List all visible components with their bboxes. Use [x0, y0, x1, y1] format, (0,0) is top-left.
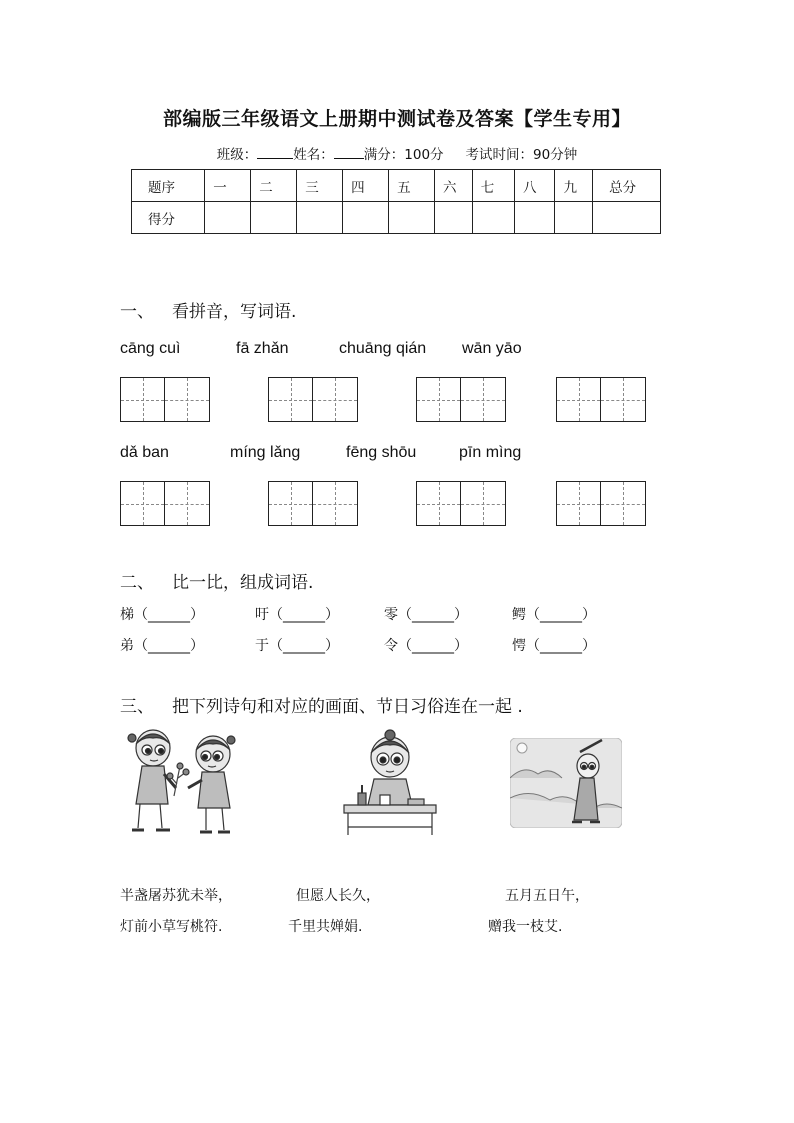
poem-line[interactable]: 五月五日午， [505, 888, 589, 904]
score-header-cell: 一 [205, 170, 251, 202]
score-table [131, 169, 661, 234]
exam-time-label: 考试时间：90分钟 [465, 147, 578, 163]
class-label: 班级： [216, 147, 258, 163]
section3-title: 把下列诗句和对应的画面、节日习俗连在一起 . [172, 697, 523, 717]
writing-grid[interactable] [120, 377, 210, 422]
writing-grid[interactable] [268, 481, 358, 526]
score-cell[interactable] [251, 202, 297, 234]
score-cell[interactable] [472, 202, 514, 234]
exam-info-line [0, 143, 794, 163]
poem-line[interactable]: 千里共婵娟. [288, 919, 363, 935]
full-score-label: 满分：100分 [363, 147, 444, 163]
writing-grid[interactable] [268, 377, 358, 422]
score-table-score-row [132, 202, 661, 234]
pinyin-item: chuāng qián [339, 340, 427, 357]
writing-grid[interactable] [556, 377, 646, 422]
page-title: 部编版三年级语文上册期中测试卷及答案【学生专用】 [162, 108, 631, 130]
score-cell[interactable] [555, 202, 593, 234]
child-writing-at-desk-illustration[interactable] [340, 729, 440, 837]
writing-grid[interactable] [120, 481, 210, 526]
score-header-cell: 八 [515, 170, 555, 202]
score-header-cell: 题序 [132, 170, 205, 202]
score-cell[interactable] [297, 202, 343, 234]
section3-number: 三、 [120, 697, 154, 717]
name-label: 姓名： [293, 147, 334, 163]
word-pair-item[interactable]: 零（______） [384, 607, 468, 623]
score-header-cell: 二 [251, 170, 297, 202]
section3-heading [120, 692, 523, 717]
section2-title: 比一比，组成词语. [172, 573, 314, 593]
score-cell[interactable] [389, 202, 435, 234]
word-pair-item[interactable]: 梯（______） [120, 607, 204, 623]
name-blank[interactable] [334, 146, 364, 159]
class-blank[interactable] [257, 146, 293, 159]
two-children-illustration[interactable] [118, 726, 253, 838]
score-cell[interactable] [435, 202, 473, 234]
score-row-label: 得分 [132, 202, 205, 234]
score-header-cell: 七 [472, 170, 514, 202]
poem-line[interactable]: 但愿人长久， [296, 888, 380, 904]
score-cell[interactable] [205, 202, 251, 234]
section2-heading [120, 568, 313, 593]
score-header-cell: 九 [555, 170, 593, 202]
poem-line[interactable]: 赠我一枝艾. [488, 919, 563, 935]
section1-heading [120, 297, 296, 322]
section2-number: 二、 [120, 573, 154, 593]
poem-line[interactable]: 半盏屠苏犹未举， [120, 888, 232, 904]
score-table-header-row [132, 170, 661, 202]
section1-title: 看拼音，写词语. [172, 302, 297, 322]
score-cell[interactable] [343, 202, 389, 234]
word-pair-item[interactable]: 吁（______） [255, 607, 339, 623]
word-pair-item[interactable]: 愕（______） [512, 638, 596, 654]
score-cell[interactable] [593, 202, 661, 234]
score-header-cell: 五 [389, 170, 435, 202]
poem-line[interactable]: 灯前小草写桃符. [120, 919, 223, 935]
score-header-cell: 四 [343, 170, 389, 202]
score-header-cell: 六 [435, 170, 473, 202]
pinyin-item: dǎ ban [120, 444, 169, 461]
word-pair-item[interactable]: 弟（______） [120, 638, 204, 654]
pinyin-item: cāng cuì [120, 340, 181, 357]
score-header-cell: 三 [297, 170, 343, 202]
section1-number: 一、 [120, 302, 154, 322]
score-header-cell: 总分 [593, 170, 661, 202]
writing-grid[interactable] [416, 377, 506, 422]
scholar-under-moon-illustration[interactable] [510, 738, 622, 828]
pinyin-item: wān yāo [462, 340, 522, 357]
pinyin-item: fā zhǎn [236, 340, 289, 357]
score-cell[interactable] [515, 202, 555, 234]
pinyin-item: fēng shōu [346, 444, 417, 461]
writing-grid[interactable] [416, 481, 506, 526]
pinyin-item: míng lǎng [230, 444, 301, 461]
writing-grid[interactable] [556, 481, 646, 526]
pinyin-item: pīn mìng [459, 444, 522, 461]
word-pair-item[interactable]: 令（______） [384, 638, 468, 654]
word-pair-item[interactable]: 于（______） [255, 638, 339, 654]
word-pair-item[interactable]: 鳄（______） [512, 607, 596, 623]
